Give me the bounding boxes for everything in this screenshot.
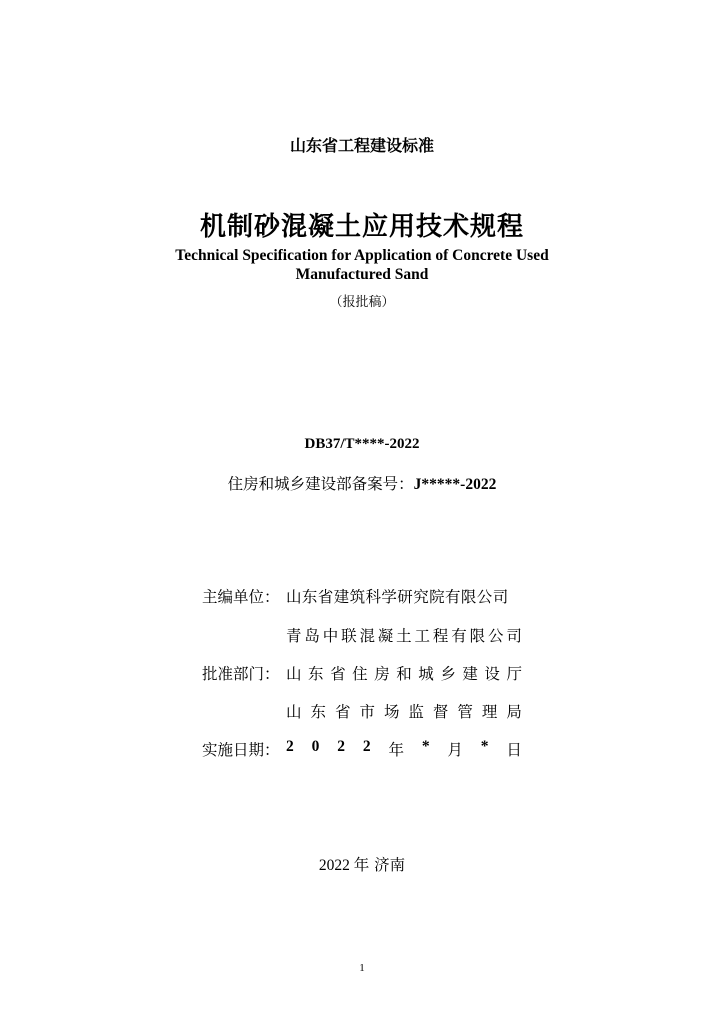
char: 凝 xyxy=(377,627,394,645)
char: 城 xyxy=(418,665,434,683)
document-title-chinese: 机制砂混凝土应用技术规程 xyxy=(199,212,524,242)
char: 有 xyxy=(451,627,467,645)
title-english-line-1: Technical Specification for Application of Concrete Used xyxy=(175,247,549,264)
date-year-unit: 年 xyxy=(388,741,404,759)
char: 监 xyxy=(408,703,424,721)
date-day-placeholder: * xyxy=(480,738,489,755)
standard-number: DB37/T****-2022 xyxy=(304,436,420,452)
approving-dept-1 xyxy=(286,662,522,684)
char: 住 xyxy=(352,665,368,683)
implementation-date-value xyxy=(286,738,522,760)
date-day-unit: 日 xyxy=(506,741,522,759)
char: 房 xyxy=(374,665,390,683)
date-digit: 0 xyxy=(311,738,320,755)
char: 设 xyxy=(484,665,500,683)
record-number-line xyxy=(0,472,724,494)
approving-dept-label: 批准部门： xyxy=(202,665,280,683)
publication-city: 济南 xyxy=(374,856,406,874)
char: 山 xyxy=(286,665,302,683)
char: 管 xyxy=(457,703,473,721)
char: 市 xyxy=(359,703,375,721)
char: 公 xyxy=(487,627,504,645)
char: 理 xyxy=(481,703,498,721)
title-english-line-2: Manufactured Sand xyxy=(295,266,429,283)
char: 限 xyxy=(469,627,486,645)
date-digit: 2 xyxy=(286,738,294,755)
char: 青 xyxy=(286,627,302,645)
char: 局 xyxy=(506,703,522,721)
char: 省 xyxy=(330,665,346,683)
char: 场 xyxy=(383,703,400,721)
char: 省 xyxy=(334,703,351,721)
char: 厅 xyxy=(506,665,522,683)
char: 程 xyxy=(432,627,449,645)
char: 混 xyxy=(359,627,375,645)
chief-editor-label: 主编单位： xyxy=(202,588,280,606)
publication-year: 2022 年 xyxy=(318,857,370,874)
date-month-unit: 月 xyxy=(447,741,463,759)
record-number-value: J*****-2022 xyxy=(413,476,497,493)
standard-series-title: 山东省工程建设标准 xyxy=(289,136,434,155)
char: 乡 xyxy=(440,665,456,683)
date-digit: 2 xyxy=(337,738,345,755)
char: 岛 xyxy=(304,627,320,645)
char: 中 xyxy=(322,627,339,645)
char: 联 xyxy=(341,627,357,645)
document-title-english xyxy=(0,246,724,284)
char: 建 xyxy=(462,665,478,683)
char: 司 xyxy=(506,627,522,645)
chief-editor-2 xyxy=(286,624,522,646)
implementation-date-label: 实施日期： xyxy=(202,741,280,759)
char: 山 xyxy=(286,703,302,721)
char: 东 xyxy=(310,703,326,721)
char: 督 xyxy=(432,703,449,721)
char: 和 xyxy=(396,665,412,683)
date-month-placeholder: * xyxy=(421,738,430,755)
char: 工 xyxy=(414,627,431,645)
page-number: 1 xyxy=(359,962,365,974)
char: 土 xyxy=(396,627,412,645)
draft-status: （报批稿） xyxy=(329,295,395,310)
chief-editor-1: 山东省建筑科学研究院有限公司 xyxy=(286,588,509,606)
char: 东 xyxy=(308,665,324,683)
publication-place-year xyxy=(0,853,724,875)
date-digit: 2 xyxy=(362,738,371,755)
approving-dept-2 xyxy=(286,700,522,722)
record-number-label: 住房和城乡建设部备案号： xyxy=(227,475,414,493)
